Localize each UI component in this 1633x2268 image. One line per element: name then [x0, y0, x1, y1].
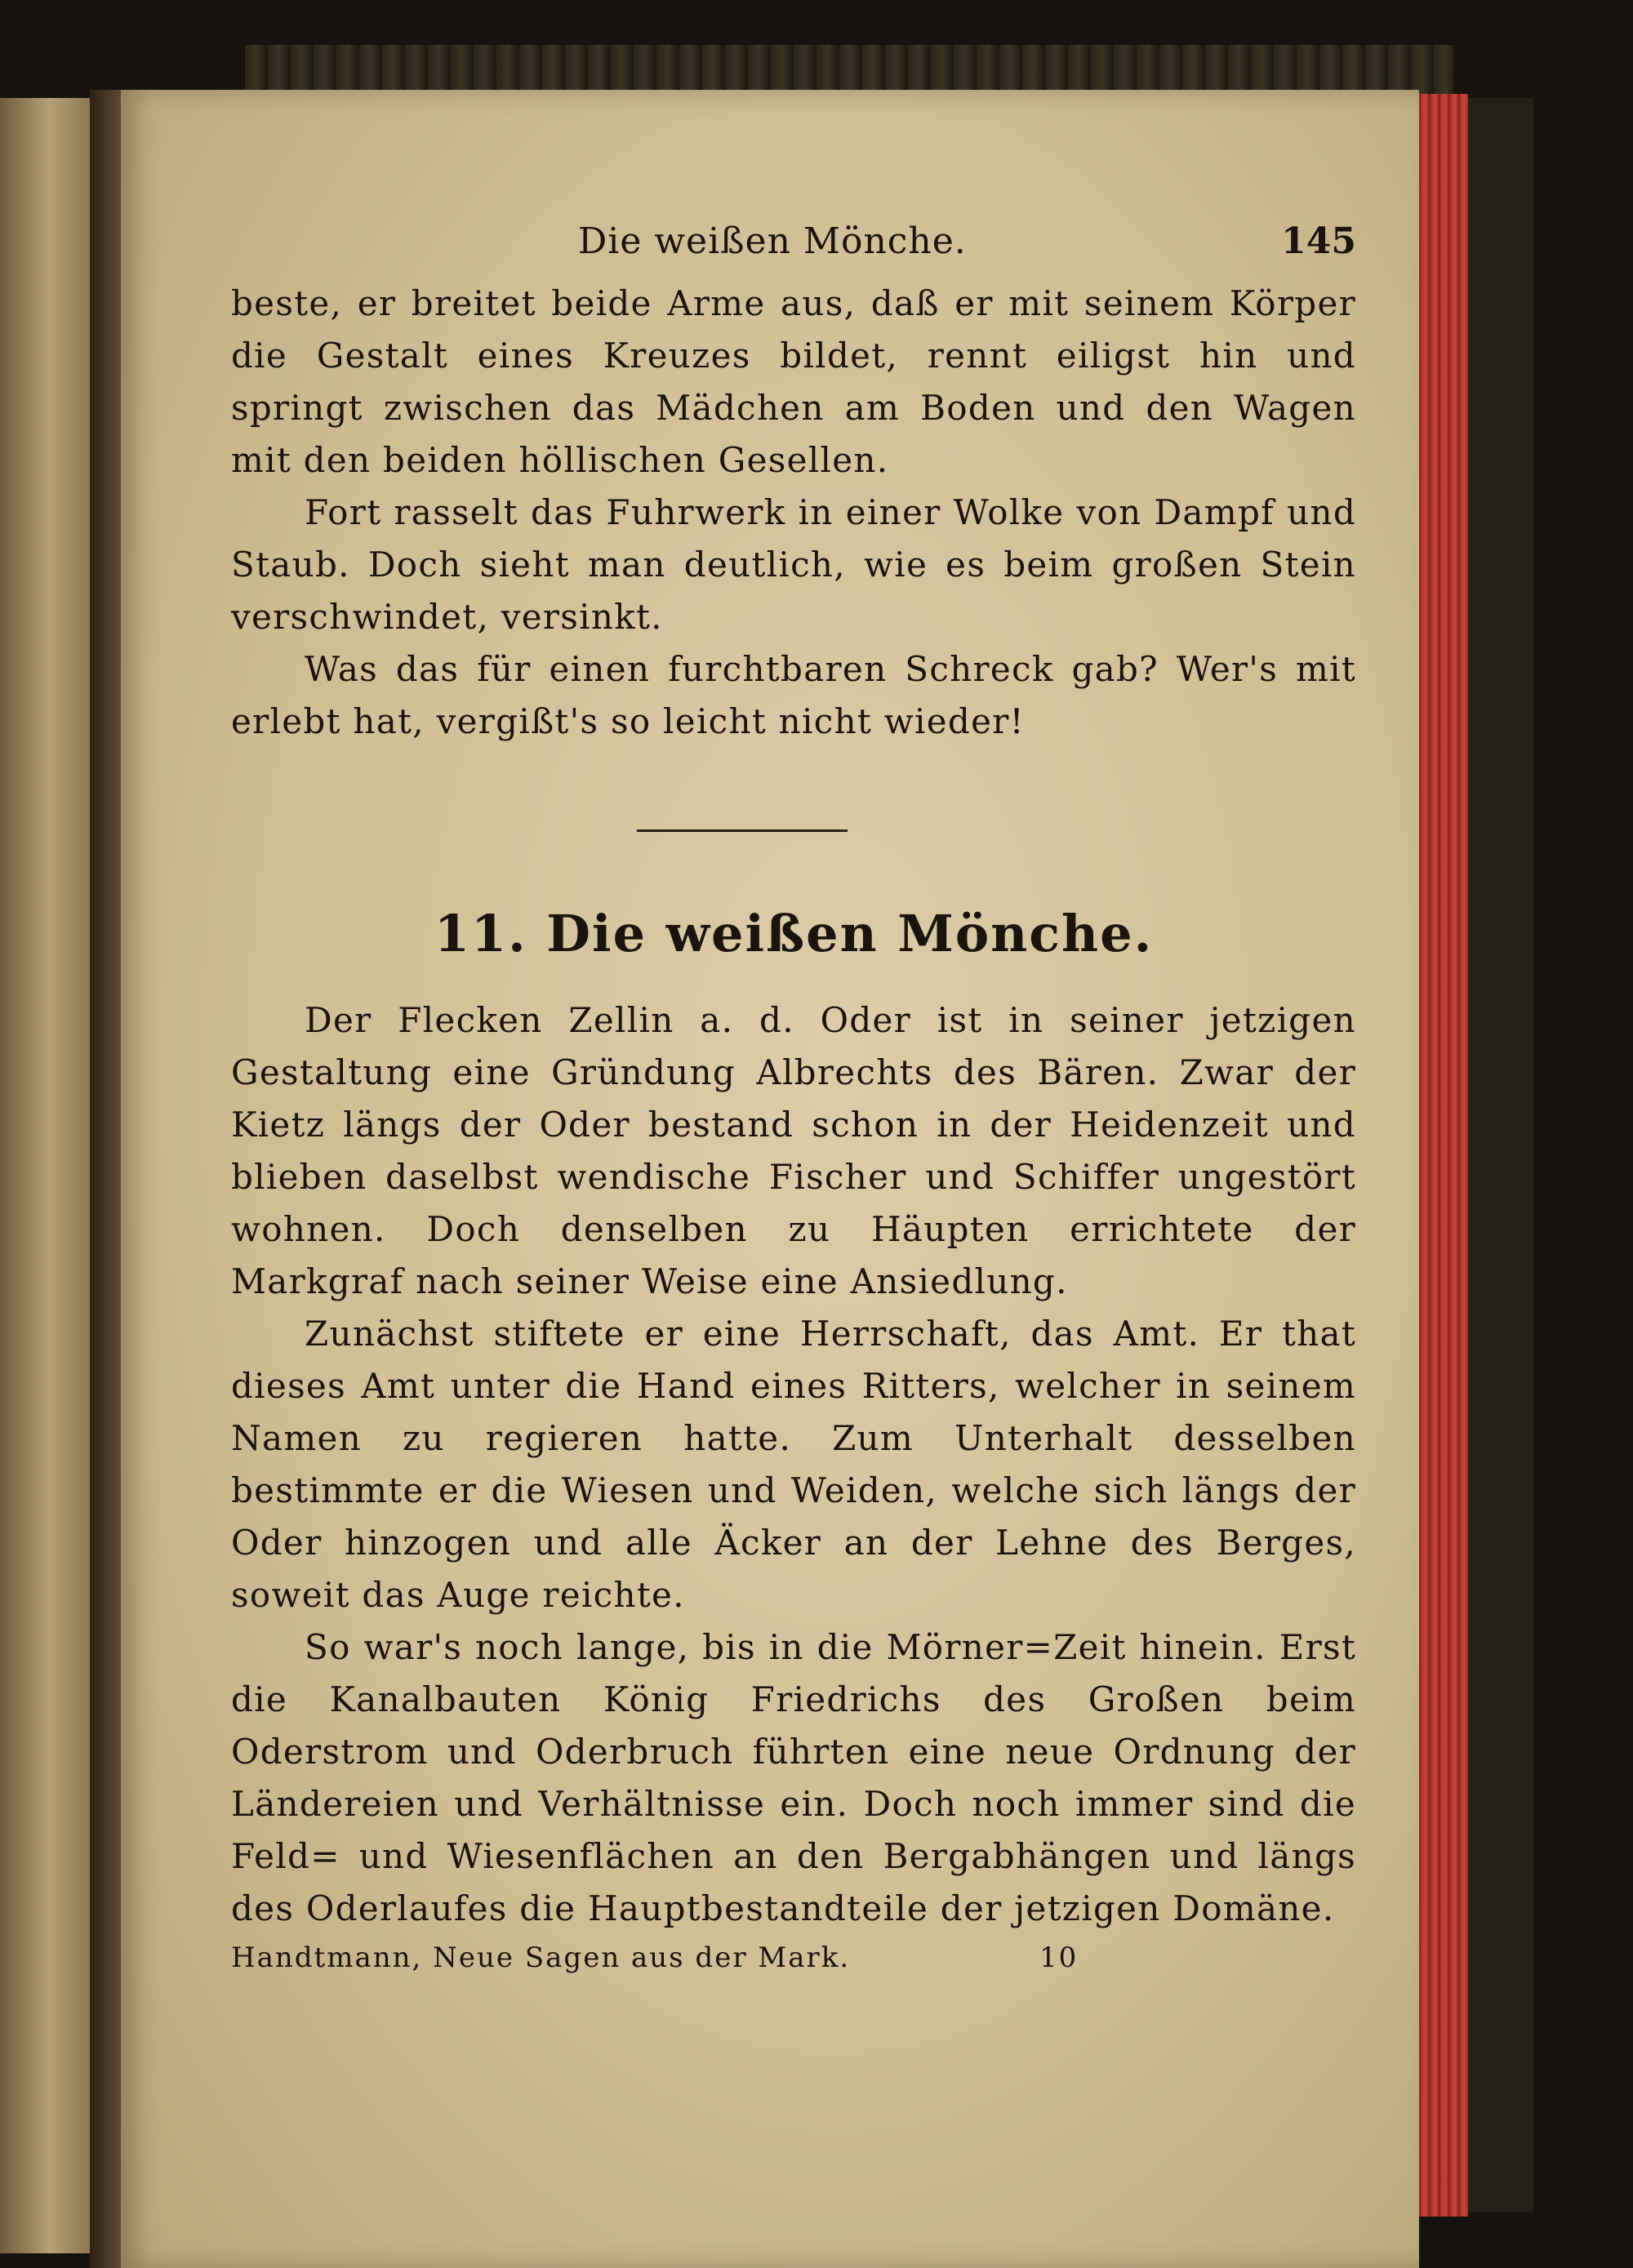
- sheet-number: 10: [1039, 1941, 1079, 1974]
- left-page-edge: [0, 98, 95, 2253]
- book-cover-edge: [1468, 98, 1533, 2212]
- running-head-title: Die weißen Mönche.: [578, 220, 967, 262]
- section-divider-rule: [637, 829, 848, 832]
- chapter-heading: 11. Die weißen Mönche.: [434, 904, 1154, 963]
- paragraph: Der Flecken Zellin a. d. Oder ist in seiner jetzigen Gestaltung eine Gründung Albrechts des Bären. Zwar der Kietz längs der Oder bestand schon in der Heidenzeit und blieben daselbst wendische Fischer und Schiffer ungestört wohnen. Doch denselben zu Häupten errichtete der Markgraf nach seiner Weise eine Ansiedlung.: [231, 1000, 1356, 1301]
- paragraph: Fort rasselt das Fuhrwerk in einer Wolke von Dampf und Staub. Doch sieht man deutlich, wie es beim großen Stein verschwindet, versinkt.: [231, 492, 1356, 637]
- book-page: [121, 90, 1419, 2268]
- paragraph: Was das für einen furchtbaren Schreck gab? Wer's mit erlebt hat, vergißt's so leicht nicht wieder!: [231, 649, 1356, 741]
- page-footer: [231, 1941, 1356, 1990]
- page-number: 145: [1281, 220, 1356, 262]
- paragraph: So war's noch lange, bis in die Mörner=Zeit hinein. Erst die Kanalbauten König Friedrichs des Großen beim Oderstrom und Oderbruch führten eine neue Ordnung der Ländereien und Verhältnisse ein. Doch noch immer sind die Feld= und Wiesenflächen an den Bergabhängen und längs des Oderlaufes die Hauptbestandteile der jetzigen Domäne.: [231, 1627, 1356, 1928]
- paragraph: Zunächst stiftete er eine Herrschaft, das Amt. Er that dieses Amt unter die Hand eines Ritters, welcher in seinem Namen zu regieren hatte. Zum Unterhalt desselben bestimmte er die Wiesen und Weiden, welche sich längs der Oder hinzogen und alle Äcker an der Lehne des Berges, soweit das Auge reichte.: [231, 1314, 1356, 1615]
- running-head: [231, 220, 1356, 278]
- printer-signature: Handtmann, Neue Sagen aus der Mark.: [231, 1941, 851, 1974]
- red-page-edges: [1411, 94, 1468, 2217]
- paragraph-continued: beste, er breitet beide Arme aus, daß er mit seinem Körper die Gestalt eines Kreuzes bildet, rennt eiligst hin und springt zwischen das Mädchen am Boden und den Wagen mit den beiden höllischen Gesellen.: [231, 283, 1356, 480]
- page-text-block: [231, 220, 1356, 1990]
